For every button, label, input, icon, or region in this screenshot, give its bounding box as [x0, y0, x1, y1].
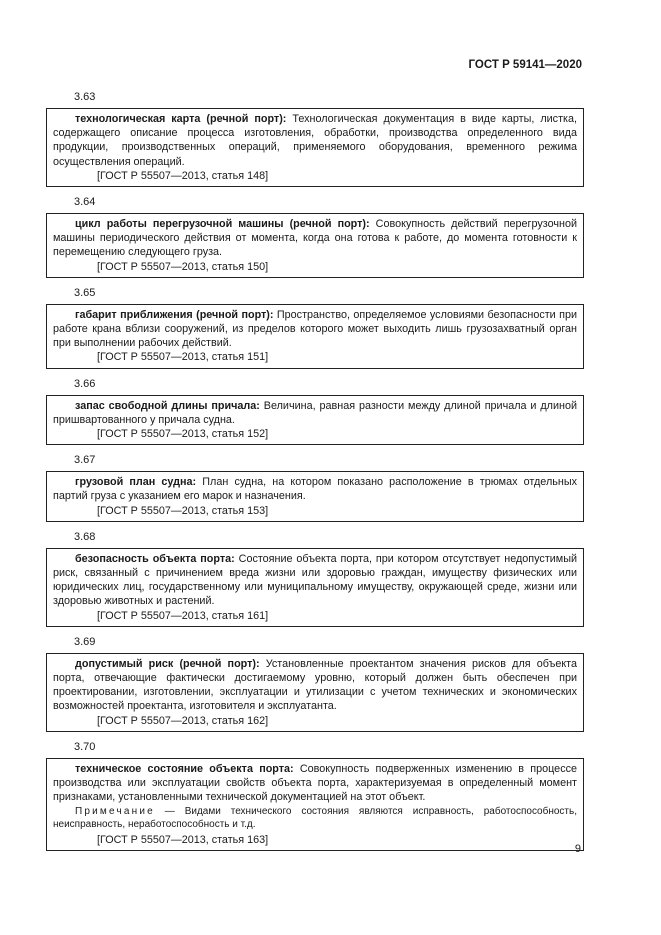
definition-paragraph: [53, 762, 577, 805]
definition-paragraph: [53, 657, 577, 714]
term-title: габарит приближения (речной порт):: [75, 308, 274, 321]
term-title: безопасность объекта порта:: [75, 552, 235, 565]
entry-number: 3.67: [74, 454, 96, 467]
term-source: [ГОСТ Р 55507—2013, статья 162]: [97, 714, 269, 727]
term-definition: Технологическая документация в виде карты, листка, содержащего описание процесса изготовления, обработки, производства определенного вида продукции, производственных операций, применяемого оборудования, временного режима осуществления операций.: [53, 113, 577, 168]
term-title: грузовой план судна:: [75, 476, 197, 489]
term-title: цикл работы перегрузочной машины (речной порт):: [75, 218, 370, 231]
definition-paragraph: [53, 112, 577, 169]
term-source: [ГОСТ Р 55507—2013, статья 163]: [97, 833, 269, 846]
term-entry: [46, 548, 584, 627]
definition-paragraph: [53, 552, 577, 609]
note-text: — Видами технического состояния являются исправность, работоспособность, неисправность, неработоспособность и т.д.: [53, 805, 577, 830]
entry-number: 3.63: [74, 91, 96, 103]
term-source: [ГОСТ Р 55507—2013, статья 161]: [97, 609, 269, 622]
term-entry: [46, 108, 584, 187]
term-source: [ГОСТ Р 55507—2013, статья 152]: [97, 428, 269, 441]
term-title: допустимый риск (речной порт):: [75, 657, 260, 670]
term-title: технологическая карта (речной порт):: [75, 113, 287, 125]
term-definition: Совокупность действий перегрузочной машины периодического действия от момента, когда она готова к работе, до момента готовности к перемещению следующего груза.: [53, 218, 577, 259]
entry-number: 3.66: [74, 377, 96, 390]
term-entry: [46, 653, 584, 732]
entry-number: 3.69: [74, 635, 96, 648]
note-label: Примечание: [75, 805, 155, 817]
term-source: [ГОСТ Р 55507—2013, статья 150]: [97, 260, 269, 273]
term-definition: Совокупность подверженных изменению в процессе производства или эксплуатации свойств объекта порта, характеризуемая в определенный момент признаками, установленными технической документацией на этот объект.: [53, 762, 577, 804]
term-title: запас свободной длины причала:: [75, 399, 260, 412]
definition-paragraph: [53, 217, 577, 260]
page-number: 9: [574, 843, 581, 855]
terms-list: [46, 91, 584, 860]
term-definition: Установленные проектантом значения рисков для объекта порта, отвечающие фактически достигаемому уровню, который должен быть обеспечен при проектировании, изготовлении, эксплуатации и утилизации с учетом технических и экономических возможностей проектанта, изготовителя и эксплуатанта.: [53, 657, 577, 713]
entry-number: 3.70: [74, 740, 96, 753]
term-definition: Пространство, определяемое условиями безопасности при работе крана вблизи сооружений, из пределов которого может выходить лишь грузозахватный орган при выполнении рабочих действий.: [53, 308, 577, 350]
term-entry: [46, 304, 584, 369]
term-definition: Величина, равная разности между длиной причала и длиной пришвартованного у причала судна.: [53, 399, 577, 426]
term-entry: [46, 213, 584, 278]
entry-number: 3.64: [74, 196, 96, 209]
note-paragraph: [53, 805, 577, 831]
entry-number: 3.65: [74, 286, 96, 299]
term-entry: [46, 758, 584, 851]
term-title: техническое состояние объекта порта:: [75, 762, 294, 775]
definition-paragraph: [53, 399, 577, 427]
definition-paragraph: [53, 308, 577, 351]
term-entry: [46, 471, 584, 522]
term-source: [ГОСТ Р 55507—2013, статья 153]: [97, 504, 269, 517]
term-definition: План судна, на котором показано расположение в трюмах отдельных партий груза с указанием его марок и назначения.: [53, 476, 577, 503]
term-source: [ГОСТ Р 55507—2013, статья 151]: [97, 351, 269, 364]
definition-paragraph: [53, 475, 577, 503]
term-source: [ГОСТ Р 55507—2013, статья 148]: [97, 169, 269, 182]
term-definition: Состояние объекта порта, при котором отсутствует недопустимый риск, связанный с причинением вреда жизни или здоровью граждан, имуществу физических или юридических лиц, государственному или муниципальному имуществу, окружающей среде, жизни или здоровью животных и растений.: [53, 552, 578, 608]
term-entry: [46, 395, 584, 446]
entry-number: 3.68: [74, 530, 96, 543]
document-header: ГОСТ Р 59141—2020: [468, 59, 582, 71]
